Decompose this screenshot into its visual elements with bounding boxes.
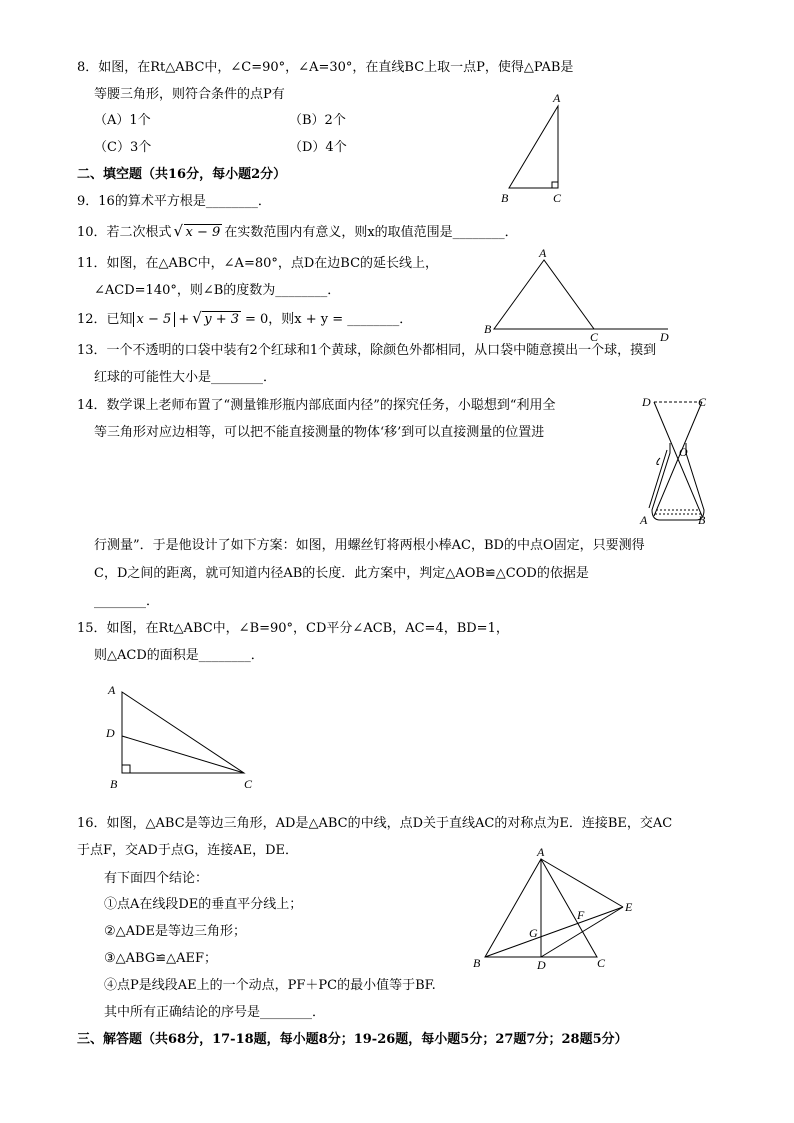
section3-heading: 三、解答题（共68分，17-18题，每小题8分；19-26题，每小题5分；27题7分；28题5分） (77, 1032, 628, 1047)
q13-line1: 13．一个不透明的口袋中装有2个红球和1个黄球，除颜色外都相同，从口袋中随意摸出一个球，摸到 (77, 343, 657, 358)
q15-line1: 15．如图，在Rt△ABC中，∠B=90°，CD平分∠ACB，AC=4，BD=1， (77, 621, 509, 636)
q14-line4: C，D之间的距离，就可知道内径AB的长度．此方案中，判定△AOB≌△COD的依据是 (94, 566, 589, 581)
q10 (77, 222, 518, 241)
q14-line2: 等三角形对应边相等，可以把不能直接测量的物体‘移’到可以直接测量的位置进 (94, 425, 545, 440)
q15-label-c: C (244, 777, 253, 791)
q16-label-g: G (529, 926, 538, 940)
q15-line2: 则△ACD的面积是________． (94, 648, 264, 663)
q8-option-b: （B）2个 (289, 113, 346, 128)
q16-label-a: A (537, 845, 545, 859)
q12-pre: 12．已知 (77, 312, 133, 327)
q12-plus: + (178, 312, 190, 327)
q14-flask-figure (630, 388, 720, 533)
q8-option-d: （D）4个 (289, 140, 347, 155)
q14-label-d: D (642, 395, 651, 409)
q13-line2: 红球的可能性大小是________． (94, 370, 277, 385)
q8-line1: 8．如图，在Rt△ABC中，∠C=90°，∠A=30°，在直线BC上取一点P，使得△PAB是 (77, 60, 574, 75)
q14-line5: ________． (94, 594, 160, 609)
q11-label-d: D (660, 330, 669, 344)
q14-line3: 行测量”．于是他设计了如下方案：如图，用螺丝钉将两根小棒AC，BD的中点O固定，只要测得 (94, 538, 645, 553)
q16-label-d: D (537, 958, 546, 972)
q16-label-e: E (625, 900, 633, 914)
q11-triangle-figure (480, 245, 680, 345)
q16-label-f: F (577, 908, 585, 922)
q10-post: 在实数范围内有意义，则x的取值范围是________． (224, 225, 518, 240)
q15-label-d: D (106, 726, 115, 740)
q8-label-a: A (553, 91, 561, 105)
q16-line2: 于点F，交AD于点G，连接AE，DE． (77, 843, 299, 858)
q12-abs: x − 5 (133, 312, 176, 327)
q15-label-b: B (110, 777, 118, 791)
q8-line2: 等腰三角形，则符合条件的点P有 (94, 87, 285, 102)
q14-line1: 14．数学课上老师布置了“测量锥形瓶内部底面内径”的探究任务，小聪想到“利用全 (77, 398, 556, 413)
q14-label-b: B (698, 513, 706, 527)
q14-label-a: A (640, 513, 648, 527)
q16-conclusion-3: ③△ABG≌△AEF； (104, 951, 218, 966)
q16-line1: 16．如图，△ABC是等边三角形，AD是△ABC的中线，点D关于直线AC的对称点为E．连接BE，交AC (77, 816, 673, 831)
q15-label-a: A (108, 683, 116, 697)
q15-triangle-figure (100, 680, 270, 795)
q14-label-o: O (679, 445, 688, 459)
q8-option-a: （A）1个 (94, 113, 151, 128)
q11-label-a: A (539, 246, 547, 260)
q16-line8: 其中所有正确结论的序号是________． (104, 1005, 326, 1020)
q12-post: = 0，则x + y = ________． (245, 312, 413, 327)
q10-radical: √ x − 9 (173, 222, 221, 240)
q16-label-c: C (597, 956, 606, 970)
q10-pre: 10．若二次根式 (77, 225, 172, 240)
q16-conclusion-4: ④点P是线段AE上的一个动点，PF＋PC的最小值等于BF. (104, 978, 436, 993)
q11-line2: ∠ACD=140°，则∠B的度数为________． (94, 283, 341, 298)
q9: 9．16的算术平方根是________． (77, 194, 271, 209)
section2-heading: 二、填空题（共16分，每小题2分） (77, 167, 287, 182)
q16-conclusion-2: ②△ADE是等边三角形； (104, 924, 246, 939)
q16-conclusion-1: ①点A在线段DE的垂直平分线上； (104, 897, 303, 912)
q11-label-c: C (590, 330, 599, 344)
q12-radical: √ y + 3 (192, 309, 239, 327)
q11-label-b: B (484, 322, 492, 336)
q14-label-c: C (698, 395, 707, 409)
q11-line1: 11．如图，在△ABC中，∠A=80°，点D在边BC的延长线上， (77, 256, 439, 271)
sqrt-icon: √ (192, 309, 202, 327)
q16-triangle-figure (465, 845, 645, 975)
q12 (77, 309, 413, 328)
q16-label-b: B (473, 956, 481, 970)
q8-label-b: B (501, 191, 509, 205)
q16-line3: 有下面四个结论： (104, 871, 209, 886)
sqrt-icon: √ (173, 222, 184, 240)
q8-triangle-figure (495, 88, 575, 208)
q8-label-c: C (553, 191, 562, 205)
q8-option-c: （C）3个 (94, 140, 152, 155)
